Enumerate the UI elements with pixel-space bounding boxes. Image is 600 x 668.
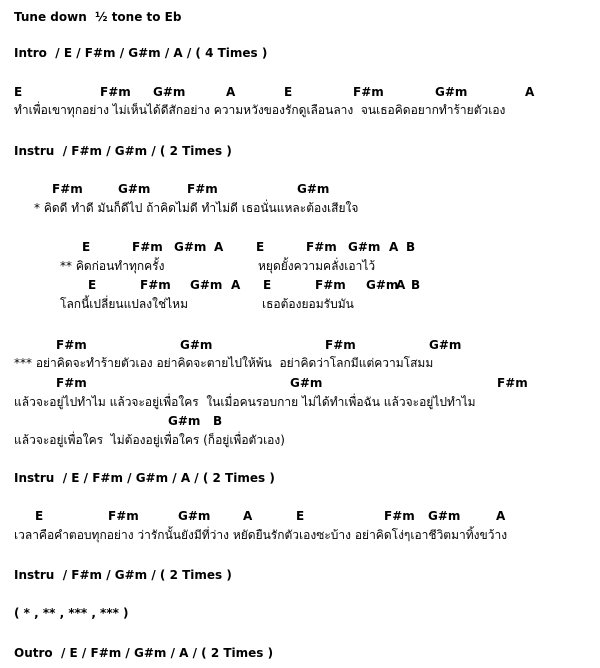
verse-2-lyric: เวลาคือคำตอบทุกอย่าง ว่ารักนั้นยังมีที่ว่าง หยัดยืนรักตัวเองซะบ้าง อย่าคิดโง่ๆเอาชีวิตมาทิ้งขว้าง bbox=[14, 528, 508, 542]
instrumental-2: Instru / E / F#m / G#m / A / ( 2 Times ) bbox=[14, 471, 275, 485]
chord: F#m bbox=[140, 278, 171, 292]
chord: B bbox=[213, 414, 223, 428]
chord: E bbox=[296, 509, 305, 523]
chord: F#m bbox=[306, 240, 337, 254]
chord: A bbox=[396, 278, 406, 292]
chord: F#m bbox=[384, 509, 415, 523]
chord: A bbox=[389, 240, 399, 254]
chord: F#m bbox=[56, 338, 87, 352]
chord: G#m bbox=[435, 85, 468, 99]
verse-1-lyric: ทำเพื่อเขาทุกอย่าง ไม่เห็นได้ดีสักอย่าง ความหวังของรักดูเลือนลาง จนเธอคิดอยากทำร้ายตัวเอง bbox=[14, 103, 506, 117]
chord: G#m bbox=[366, 278, 399, 292]
chord: F#m bbox=[52, 182, 83, 196]
chord: F#m bbox=[315, 278, 346, 292]
chord: E bbox=[35, 509, 44, 523]
chord: G#m bbox=[290, 376, 323, 390]
chord: E bbox=[256, 240, 265, 254]
tuning-note: Tune down ½ tone to Eb bbox=[14, 10, 182, 24]
chord: F#m bbox=[353, 85, 384, 99]
chord: G#m bbox=[428, 509, 461, 523]
chord: B bbox=[406, 240, 416, 254]
repeat-sections: ( * , ** , *** , *** ) bbox=[14, 606, 129, 620]
chord: A bbox=[214, 240, 224, 254]
chord: E bbox=[82, 240, 91, 254]
chord: G#m bbox=[190, 278, 223, 292]
intro-line: Intro / E / F#m / G#m / A / ( 4 Times ) bbox=[14, 46, 268, 60]
chord: F#m bbox=[497, 376, 528, 390]
chord: F#m bbox=[100, 85, 131, 99]
chord: A bbox=[525, 85, 535, 99]
chord: G#m bbox=[180, 338, 213, 352]
instrumental-3: Instru / F#m / G#m / ( 2 Times ) bbox=[14, 568, 232, 582]
chord: E bbox=[263, 278, 272, 292]
chord: G#m bbox=[153, 85, 186, 99]
chord: G#m bbox=[174, 240, 207, 254]
chord: F#m bbox=[325, 338, 356, 352]
chord: A bbox=[496, 509, 506, 523]
section-3-lyric-a: *** อย่าคิดจะทำร้ายตัวเอง อย่าคิดจะตายไปให้พ้น อย่าคิดว่าโลกมีแต่ความโสมม bbox=[14, 356, 434, 370]
chord: A bbox=[226, 85, 236, 99]
chord: A bbox=[243, 509, 253, 523]
chord: F#m bbox=[108, 509, 139, 523]
chord: G#m bbox=[118, 182, 151, 196]
chord: A bbox=[231, 278, 241, 292]
chord: F#m bbox=[132, 240, 163, 254]
section-2-lyric-a1: ** คิดก่อนทำทุกครั้ง bbox=[60, 259, 165, 273]
chord: B bbox=[411, 278, 421, 292]
section-3-lyric-c: แล้วจะอยู่เพื่อใคร ไม่ต้องอยู่เพื่อใคร (ก็อยู่เพื่อตัวเอง) bbox=[14, 433, 285, 447]
section-2-lyric-b2: เธอต้องยอมรับมัน bbox=[262, 297, 354, 311]
chord: G#m bbox=[178, 509, 211, 523]
instrumental-1: Instru / F#m / G#m / ( 2 Times ) bbox=[14, 144, 232, 158]
section-3-lyric-b: แล้วจะอยู่ไปทำไม แล้วจะอยู่เพื่อใคร ในเมื่อคนรอบกาย ไม่ได้ทำเพื่อฉัน แล้วจะอยู่ไปทำไม bbox=[14, 395, 476, 409]
chord: F#m bbox=[56, 376, 87, 390]
chord: E bbox=[88, 278, 97, 292]
outro-line: Outro / E / F#m / G#m / A / ( 2 Times ) bbox=[14, 646, 274, 660]
section-2-lyric-a2: หยุดยั้งความคลั่งเอาไว้ bbox=[258, 259, 376, 273]
chord: E bbox=[284, 85, 293, 99]
section-2-lyric-b1: โลกนี้เปลี่ยนแปลงใช่ไหม bbox=[60, 297, 188, 311]
chord: G#m bbox=[429, 338, 462, 352]
chord: G#m bbox=[348, 240, 381, 254]
chord: G#m bbox=[168, 414, 201, 428]
section-1-lyric: * คิดดี ทำดี มันก็ดีไป ถ้าคิดไม่ดี ทำไม่ดี เธอนั่นแหละต้องเสียใจ bbox=[34, 201, 359, 215]
chord: E bbox=[14, 85, 23, 99]
chord: F#m bbox=[187, 182, 218, 196]
chord: G#m bbox=[297, 182, 330, 196]
